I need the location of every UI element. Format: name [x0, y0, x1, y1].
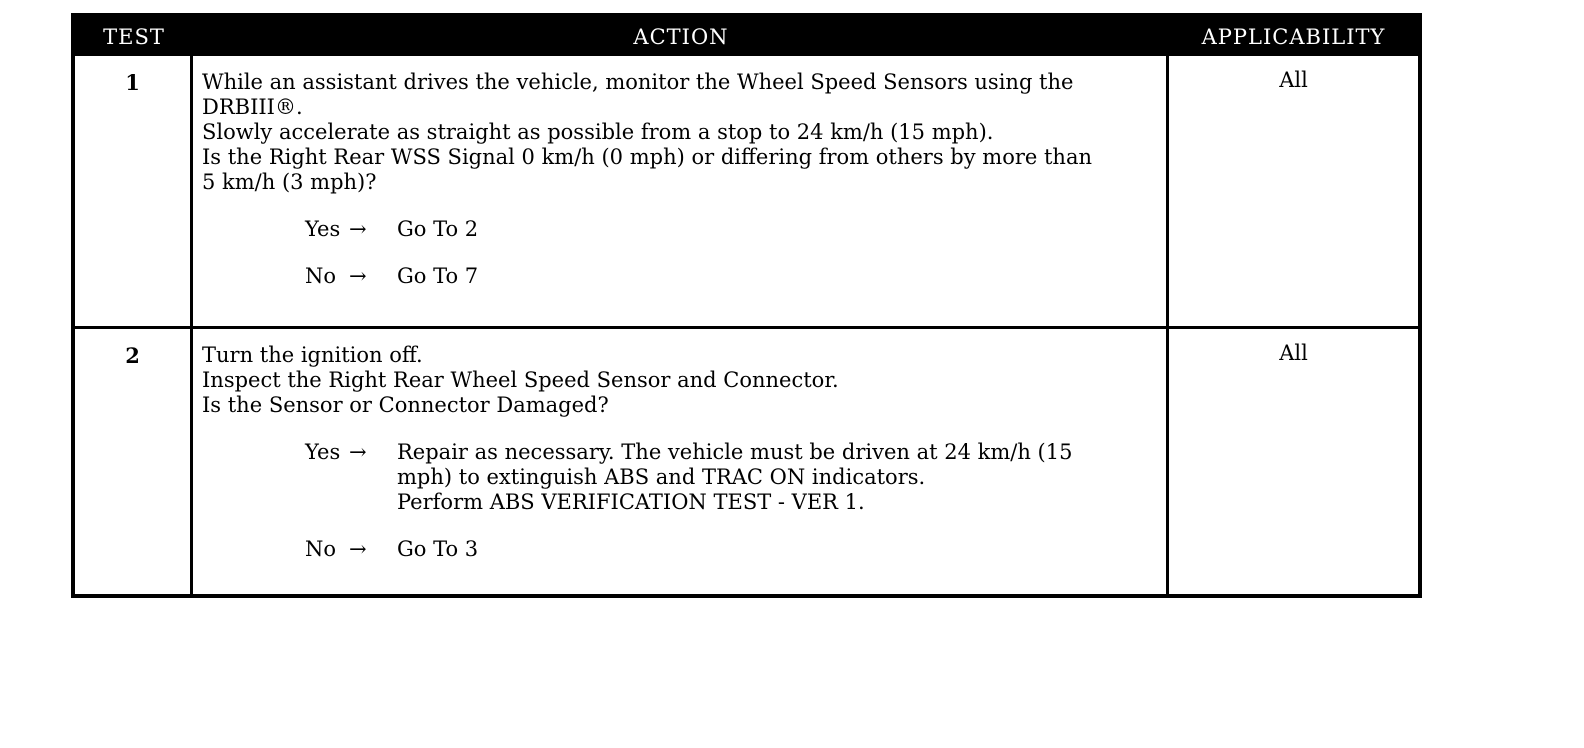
yes-text: Repair as necessary. The vehicle must be driven at 24 km/h (15	[397, 440, 1073, 464]
action-line: Turn the ignition off.	[202, 343, 423, 367]
yes-text: Go To 2	[397, 217, 479, 241]
yes-text: mph) to extinguish ABS and TRAC ON indicators.	[397, 465, 926, 489]
no-answer	[305, 264, 1158, 289]
no-answer	[305, 537, 1158, 562]
action-line: Slowly accelerate as straight as possible from a stop to 24 km/h (15 mph).	[202, 120, 994, 144]
arrow-icon: →	[349, 264, 367, 288]
action-line: 5 km/h (3 mph)?	[202, 170, 377, 194]
yes-label: Yes	[305, 440, 341, 464]
no-label: No	[305, 264, 337, 288]
table-header	[75, 17, 1418, 56]
action-line: Is the Sensor or Connector Damaged?	[202, 393, 609, 417]
action-cell	[193, 329, 1169, 594]
yes-text: Perform ABS VERIFICATION TEST - VER 1.	[397, 490, 865, 514]
action-line: Is the Right Rear WSS Signal 0 km/h (0 mph) or differing from others by more than	[202, 145, 1092, 169]
no-label: No	[305, 537, 337, 561]
yes-answer	[305, 217, 1158, 242]
no-text: Go To 7	[397, 264, 479, 288]
header-applicability: APPLICABILITY	[1201, 24, 1386, 49]
action-cell	[193, 56, 1169, 326]
applicability-cell: All	[1279, 68, 1308, 92]
header-test: TEST	[103, 24, 165, 49]
header-action: ACTION	[633, 24, 729, 49]
test-number: 1	[75, 56, 193, 326]
arrow-icon: →	[349, 440, 367, 464]
yes-answer	[305, 440, 1158, 515]
no-text: Go To 3	[397, 537, 479, 561]
action-line: DRBIII®.	[202, 95, 303, 119]
table-row	[75, 56, 1418, 326]
yes-label: Yes	[305, 217, 341, 241]
arrow-icon: →	[349, 537, 367, 561]
table-row	[75, 326, 1418, 594]
applicability-cell: All	[1279, 341, 1308, 365]
test-number: 2	[75, 329, 193, 594]
arrow-icon: →	[349, 217, 367, 241]
diagnostic-table	[71, 13, 1422, 598]
action-line: While an assistant drives the vehicle, monitor the Wheel Speed Sensors using the	[202, 70, 1074, 94]
action-line: Inspect the Right Rear Wheel Speed Sensor and Connector.	[202, 368, 839, 392]
